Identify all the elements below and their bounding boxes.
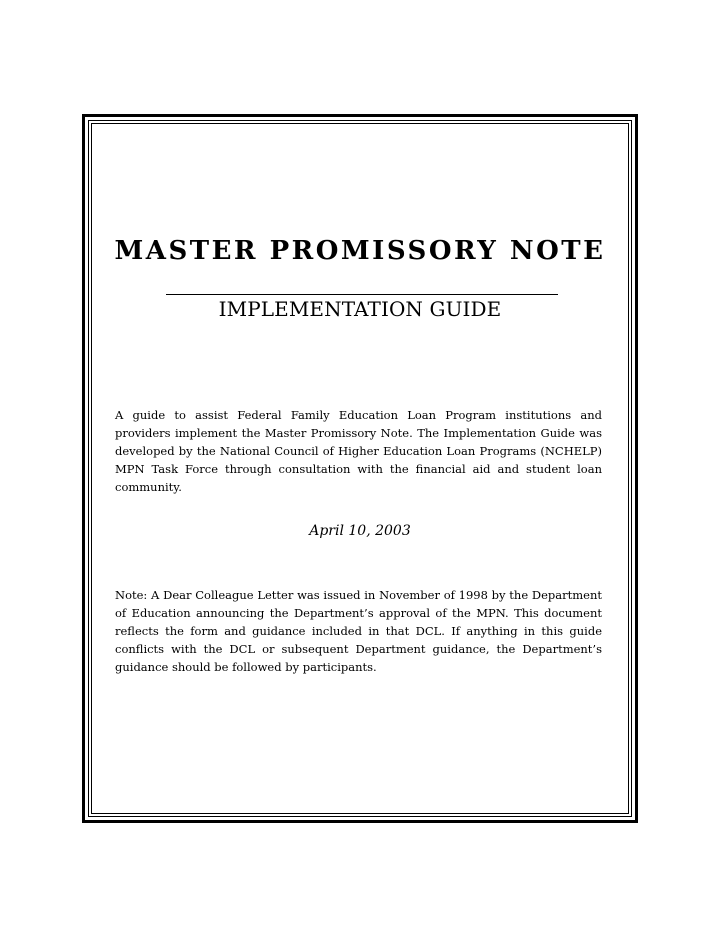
document-title: MASTER PROMISSORY NOTE (114, 236, 606, 266)
intro-paragraph: A guide to assist Federal Family Education Loan Program institutions and providers implement the Master Promissory Note. The Implementation Guide was developed by the National Council of Higher Education Loan Programs (NCHELP) MPN Task Force through consultation with the financial aid and student loan community. (115, 408, 602, 494)
document-date: April 10, 2003 (309, 523, 411, 539)
document-subtitle: IMPLEMENTATION GUIDE (218, 297, 502, 321)
title-underline-rule (166, 294, 558, 295)
note-paragraph: Note: A Dear Colleague Letter was issued in November of 1998 by the Department of Education announcing the Department’s approval of the MPN. This document reflects the form and guidance included in that DCL. If anything in this guide conflicts with the DCL or subsequent Department guidance, the Department’s guidance should be followed by participants. (115, 588, 602, 674)
